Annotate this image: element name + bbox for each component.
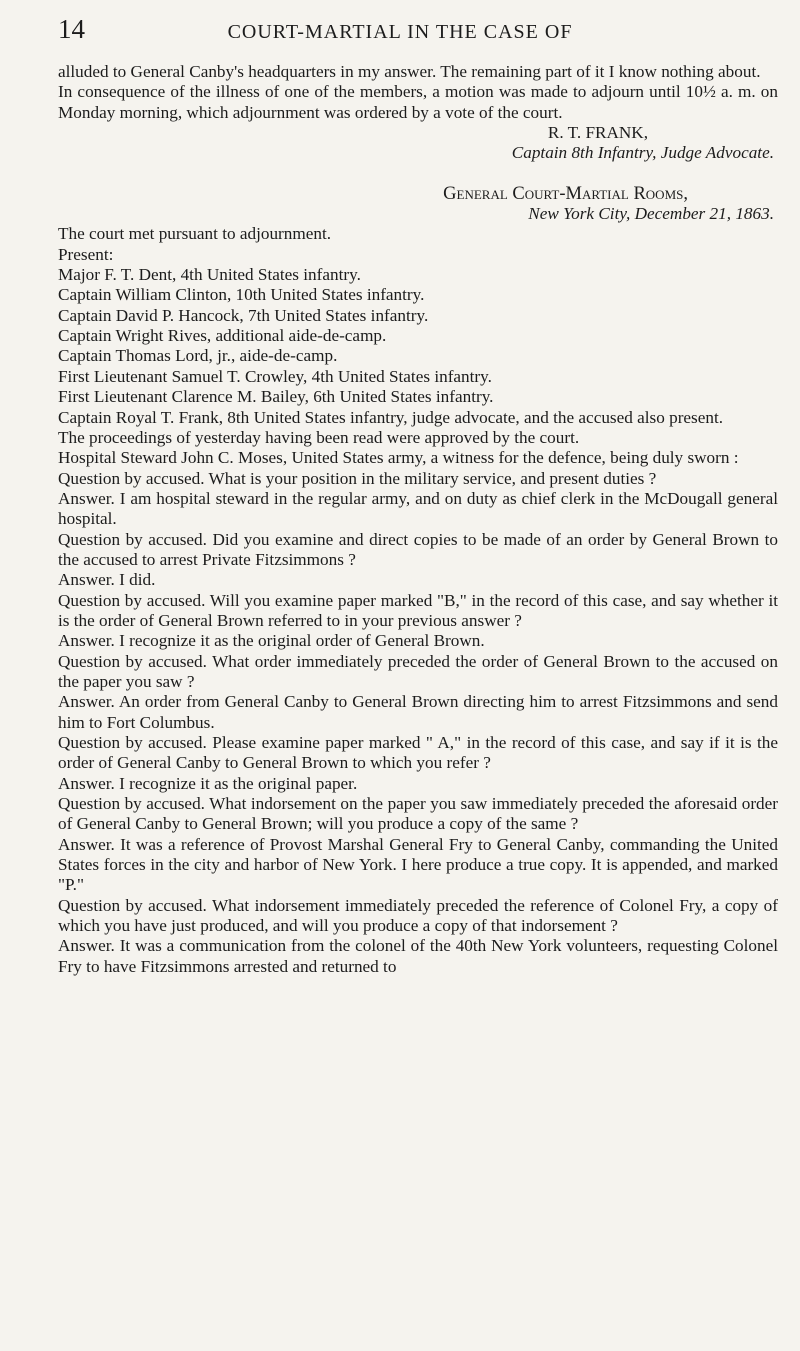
present-member: Captain Thomas Lord, jr., aide-de-camp. — [58, 346, 338, 366]
page-body — [58, 62, 778, 977]
answer: Answer. I recognize it as the original order of General Brown. — [58, 631, 485, 651]
present-member: Captain William Clinton, 10th United States infantry. — [58, 285, 425, 305]
signature-title: Captain 8th Infantry, Judge Advocate. — [511, 143, 774, 163]
paragraph: In consequence of the illness of one of the members, a motion was made to adjourn until 10½ a. m. on Monday morning, which adjournment was ordered by a vote of the court. — [58, 82, 778, 122]
answer: Answer. I recognize it as the original paper. — [58, 773, 358, 793]
paragraph: Hospital Steward John C. Moses, United States army, a witness for the defence, being duly sworn : — [58, 448, 739, 468]
paragraph: The proceedings of yesterday having been read were approved by the court. — [58, 427, 580, 447]
question: Question by accused. What is your position in the military service, and present duties ? — [58, 468, 657, 488]
question: Question by accused. Please examine paper marked " A," in the record of this case, and say if it is the order of General Canby to General Brown to which you refer ? — [58, 733, 778, 773]
page-number: 14 — [58, 14, 85, 44]
page-header — [58, 14, 772, 50]
answer: Answer. I did. — [58, 570, 156, 590]
question: Question by accused. What indorsement immediately preceded the reference of Colonel Fry, a copy of which you have just produced, and will you produce a copy of that indorsement ? — [58, 895, 778, 936]
present-label: Present: — [58, 244, 114, 264]
present-member: First Lieutenant Samuel T. Crowley, 4th United States infantry. — [58, 366, 492, 386]
answer: Answer. It was a reference of Provost Marshal General Fry to General Canby, commanding the United States forces in the city and harbor of New York. I here produce a true copy. It is appended, and marked "P." — [58, 834, 778, 895]
present-list — [58, 265, 778, 407]
present-member: First Lieutenant Clarence M. Bailey, 6th United States infantry. — [58, 387, 494, 407]
session-dateline: New York City, December 21, 1863. — [528, 204, 774, 224]
answer: Answer. It was a communication from the colonel of the 40th New York volunteers, requesting Colonel Fry to have Fitzsimmons arrested and returned to — [58, 936, 778, 976]
question: Question by accused. Did you examine and direct copies to be made of an order by General Brown to the accused to arrest Private Fitzsimmons ? — [58, 529, 778, 569]
paragraph: Captain Royal T. Frank, 8th United States infantry, judge advocate, and the accused also present. — [58, 407, 724, 427]
session-met: The court met pursuant to adjournment. — [58, 224, 332, 244]
question: Question by accused. Will you examine paper marked "B," in the record of this case, and say whether it is the order of General Brown referred to in your previous answer ? — [58, 590, 778, 630]
answer: Answer. An order from General Canby to General Brown directing him to arrest Fitzsimmons and send him to Fort Columbus. — [58, 692, 778, 732]
present-member: Major F. T. Dent, 4th United States infantry. — [58, 265, 361, 285]
present-member: Captain David P. Hancock, 7th United States infantry. — [58, 305, 429, 325]
present-member: Captain Wright Rives, additional aide-de-camp. — [58, 326, 387, 346]
answer: Answer. I am hospital steward in the regular army, and on duty as chief clerk in the McDougall general hospital. — [58, 488, 778, 529]
signature-name: R. T. FRANK, — [547, 123, 648, 143]
question: Question by accused. What order immediately preceded the order of General Brown to the accused on the paper you saw ? — [58, 651, 778, 691]
session-heading: General Court-Martial Rooms, — [443, 183, 688, 204]
paragraph: alluded to General Canby's headquarters in my answer. The remaining part of it I know nothing about. — [58, 62, 761, 81]
question: Question by accused. What indorsement on the paper you saw immediately preceded the aforesaid order of General Canby to General Brown; will you produce a copy of the same ? — [58, 794, 778, 834]
running-title: COURT-MARTIAL IN THE CASE OF — [227, 21, 573, 43]
